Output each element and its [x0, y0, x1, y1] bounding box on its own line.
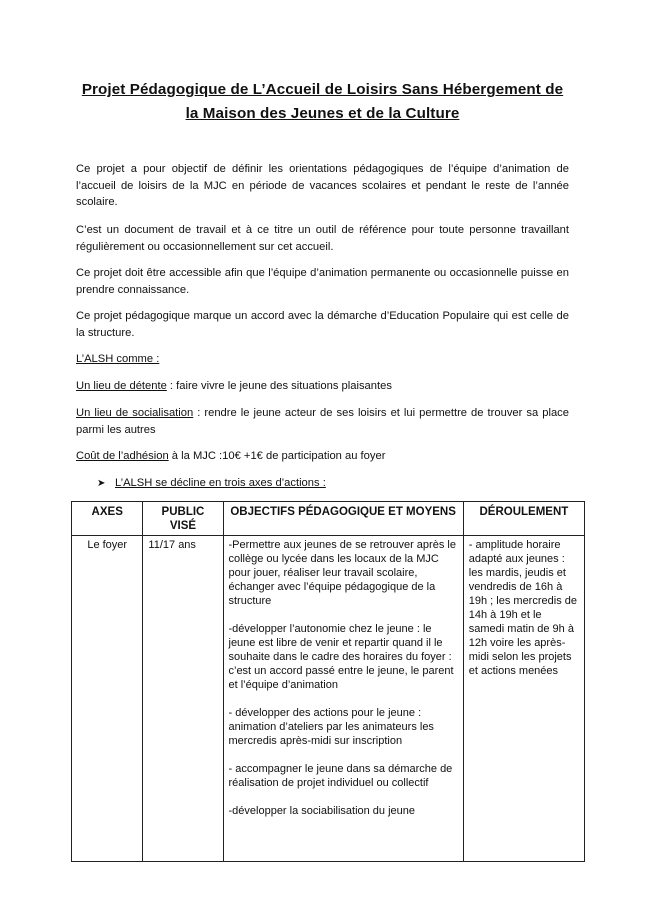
item-socialisation: [76, 405, 569, 438]
table-header-row: [72, 502, 585, 536]
item-detente-text: : faire vivre le jeune des situations plaisantes: [166, 380, 392, 392]
header-axes: AXES: [72, 502, 143, 536]
paragraph-objective: Ce projet a pour objectif de définir les orientations pédagogiques de l’équipe d’animation de l’accueil de loisirs de la MJC en période de vacances scolaires et pendant le reste de l’année scolaire.: [76, 163, 569, 208]
cell-axe: Le foyer: [72, 536, 143, 862]
alsh-intro: L’ALSH comme :: [76, 353, 160, 365]
paragraph-education-populaire: Ce projet pédagogique marque un accord avec la démarche d’Education Populaire qui est celle de la structure.: [76, 310, 569, 339]
arrow-bullet-icon: ➤: [97, 478, 106, 489]
header-deroulement: DÉROULEMENT: [463, 502, 584, 536]
cell-deroulement: - amplitude horaire adapté aux jeunes : les mardis, jeudis et vendredis de 16h à 19h ; les mercredis de 14h à 19h et le samedi matin de 9h à 12h voire les après-midi selon les projets et actions menées: [463, 536, 584, 862]
objectif-item: -développer la sociabilisation du jeune: [228, 805, 416, 817]
item-adhesion-text: à la MJC :10€ +1€ de participation au foyer: [168, 450, 386, 462]
title-line-1: Projet Pédagogique de L’Accueil de Loisirs Sans Hébergement de: [81, 81, 564, 98]
cell-public: 11/17 ans: [143, 536, 223, 862]
header-objectifs: OBJECTIFS PÉDAGOGIQUE ET MOYENS: [223, 502, 463, 536]
objectif-item: -développer l’autonomie chez le jeune : le jeune est libre de venir et repartir quand il le souhaite dans le cadre des horaires du foyer : c’est un accord passé entre le jeune, le parent et l’équipe d’animation: [228, 623, 454, 691]
item-detente-label: Un lieu de détente: [76, 380, 167, 392]
document-title: [60, 78, 585, 126]
table-row: [72, 536, 585, 862]
bullet-axes: [97, 475, 326, 492]
cell-objectifs: [223, 536, 463, 862]
item-adhesion-label: Coût de l’adhésion: [76, 450, 169, 462]
axes-table: [71, 501, 585, 862]
objectif-item: - accompagner le jeune dans sa démarche de réalisation de projet individuel ou collectif: [228, 763, 453, 789]
bullet-axes-text: L’ALSH se décline en trois axes d’actions :: [115, 477, 326, 489]
header-public: PUBLIC VISÉ: [143, 502, 223, 536]
item-socialisation-label: Un lieu de socialisation: [76, 407, 194, 419]
title-line-2: la Maison des Jeunes et de la Culture: [185, 105, 460, 122]
item-adhesion: [76, 448, 569, 465]
paragraph-work-document: C’est un document de travail et à ce titre un outil de référence pour toute personne travaillant régulièrement ou occasionnellement sur cet accueil.: [76, 224, 569, 253]
paragraph-accessibility: Ce projet doit être accessible afin que l’équipe d’animation permanente ou occasionnelle puisse en prendre connaissance.: [76, 267, 569, 296]
item-detente: [76, 378, 569, 395]
objectif-item: -Permettre aux jeunes de se retrouver après le collège ou lycée dans les locaux de la MJC pour jouer, réaliser leur travail scolaire, échanger avec l’équipe pédagogique de la structure: [228, 539, 456, 607]
item-socialisation-text: : rendre le jeune acteur de ses loisirs et lui permettre de trouver sa place parmi les autres: [76, 407, 569, 436]
objectif-item: - développer des actions pour le jeune : animation d’ateliers par les animateurs les mercredis après-midi sur inscription: [228, 707, 434, 747]
